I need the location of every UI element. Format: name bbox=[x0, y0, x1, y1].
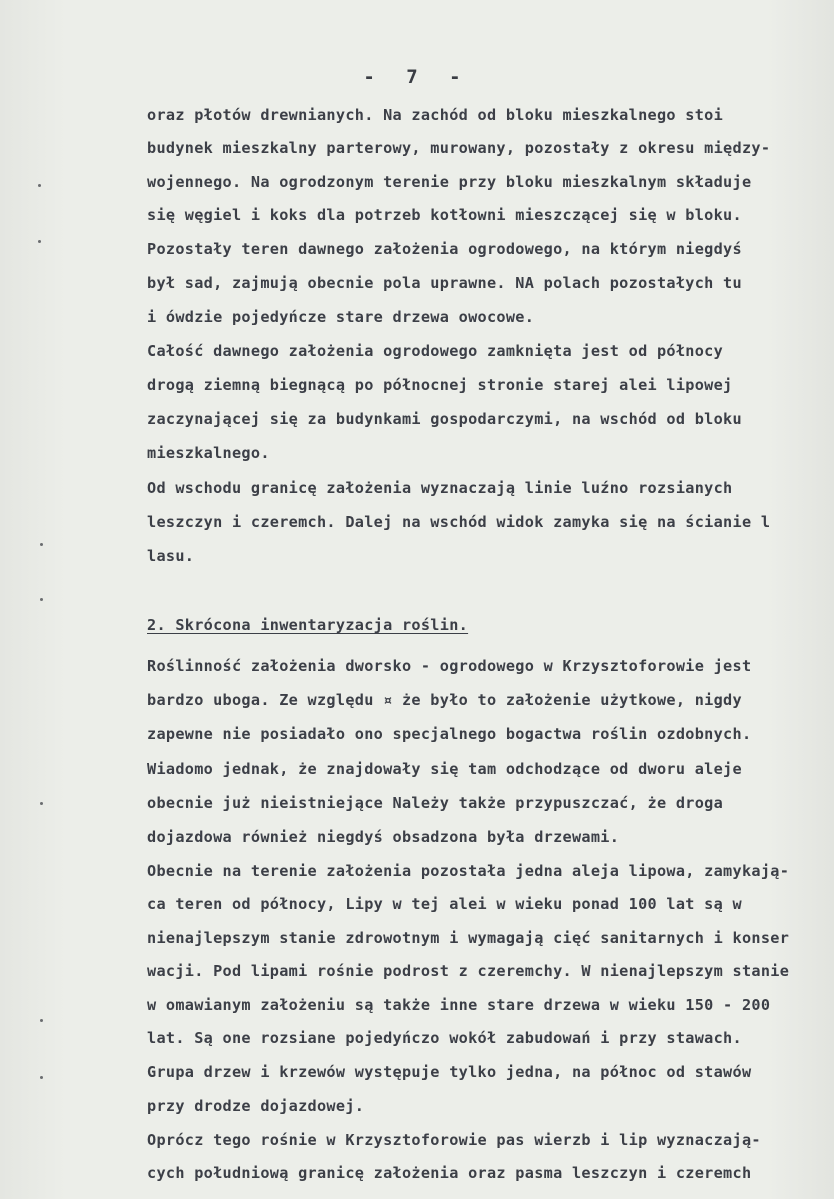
text-line: dojazdowa również niegdyś obsadzona była drzewami. bbox=[147, 828, 620, 846]
text-line: przy drodze dojazdowej. bbox=[147, 1097, 365, 1115]
text-line: lasu. bbox=[147, 547, 195, 565]
scan-speck bbox=[40, 1076, 43, 1079]
scan-speck bbox=[38, 184, 41, 187]
section-heading: 2. Skrócona inwentaryzacja roślin. bbox=[147, 616, 469, 634]
scan-speck bbox=[40, 598, 43, 601]
text-line: był sad, zajmują obecnie pola uprawne. NA polach pozostałych tu bbox=[147, 274, 742, 292]
text-line: Obecnie na terenie założenia pozostała jedna aleja lipowa, zamykają- bbox=[147, 862, 790, 880]
text-line: cych południową granicę założenia oraz pasma leszczyn i czeremch bbox=[147, 1164, 752, 1182]
scan-speck bbox=[38, 240, 41, 243]
text-line: wojennego. Na ogrodzonym terenie przy bloku mieszkalnym składuje bbox=[147, 173, 752, 191]
text-line: mieszkalnego. bbox=[147, 444, 270, 462]
text-line: Całość dawnego założenia ogrodowego zamknięta jest od północy bbox=[147, 342, 724, 360]
text-line: wacji. Pod lipami rośnie podrost z czeremchy. W nienajlepszym stanie bbox=[147, 962, 790, 980]
text-line: budynek mieszkalny parterowy, murowany, pozostały z okresu między- bbox=[147, 139, 771, 157]
text-line: Wiadomo jednak, że znajdowały się tam odchodzące od dworu aleje bbox=[147, 760, 742, 778]
scan-speck bbox=[40, 1019, 43, 1022]
text-line: zaczynającej się za budynkami gospodarczymi, na wschód od bloku bbox=[147, 410, 742, 428]
text-line: Oprócz tego rośnie w Krzysztoforowie pas wierzb i lip wyznaczają- bbox=[147, 1131, 761, 1149]
text-line: bardzo uboga. Ze względu ¤ że było to założenie użytkowe, nigdy bbox=[147, 691, 742, 709]
page-number: - 7 - bbox=[363, 66, 471, 88]
text-line: się węgiel i koks dla potrzeb kotłowni mieszczącej się w bloku. bbox=[147, 206, 742, 224]
text-line: w omawianym założeniu są także inne stare drzewa w wieku 150 - 200 bbox=[147, 996, 771, 1014]
text-line: oraz płotów drewnianych. Na zachód od bloku mieszkalnego stoi bbox=[147, 106, 724, 124]
text-line: ca teren od północy, Lipy w tej alei w wieku ponad 100 lat są w bbox=[147, 895, 742, 913]
text-line: Pozostały teren dawnego założenia ogrodowego, na którym niegdyś bbox=[147, 240, 742, 258]
scan-speck bbox=[40, 543, 43, 546]
text-line: Od wschodu granicę założenia wyznaczają linie luźno rozsianych bbox=[147, 479, 733, 497]
text-line: Roślinność założenia dworsko - ogrodowego w Krzysztoforowie jest bbox=[147, 657, 752, 675]
text-line: zapewne nie posiadało ono specjalnego bogactwa roślin ozdobnych. bbox=[147, 725, 752, 743]
text-line: lat. Są one rozsiane pojedyńczo wokół zabudowań i przy stawach. bbox=[147, 1029, 742, 1047]
text-line: drogą ziemną biegnącą po północnej stronie starej alei lipowej bbox=[147, 376, 733, 394]
text-line: obecnie już nieistniejące Należy także przypuszczać, że droga bbox=[147, 794, 724, 812]
text-line: nienajlepszym stanie zdrowotnym i wymagają cięć sanitarnych i konser bbox=[147, 929, 790, 947]
scan-speck bbox=[40, 802, 43, 805]
text-line: leszczyn i czeremch. Dalej na wschód widok zamyka się na ścianie l bbox=[147, 513, 771, 531]
text-line: i ówdzie pojedyńcze stare drzewa owocowe. bbox=[147, 308, 535, 326]
text-line: Grupa drzew i krzewów występuje tylko jedna, na północ od stawów bbox=[147, 1063, 752, 1081]
